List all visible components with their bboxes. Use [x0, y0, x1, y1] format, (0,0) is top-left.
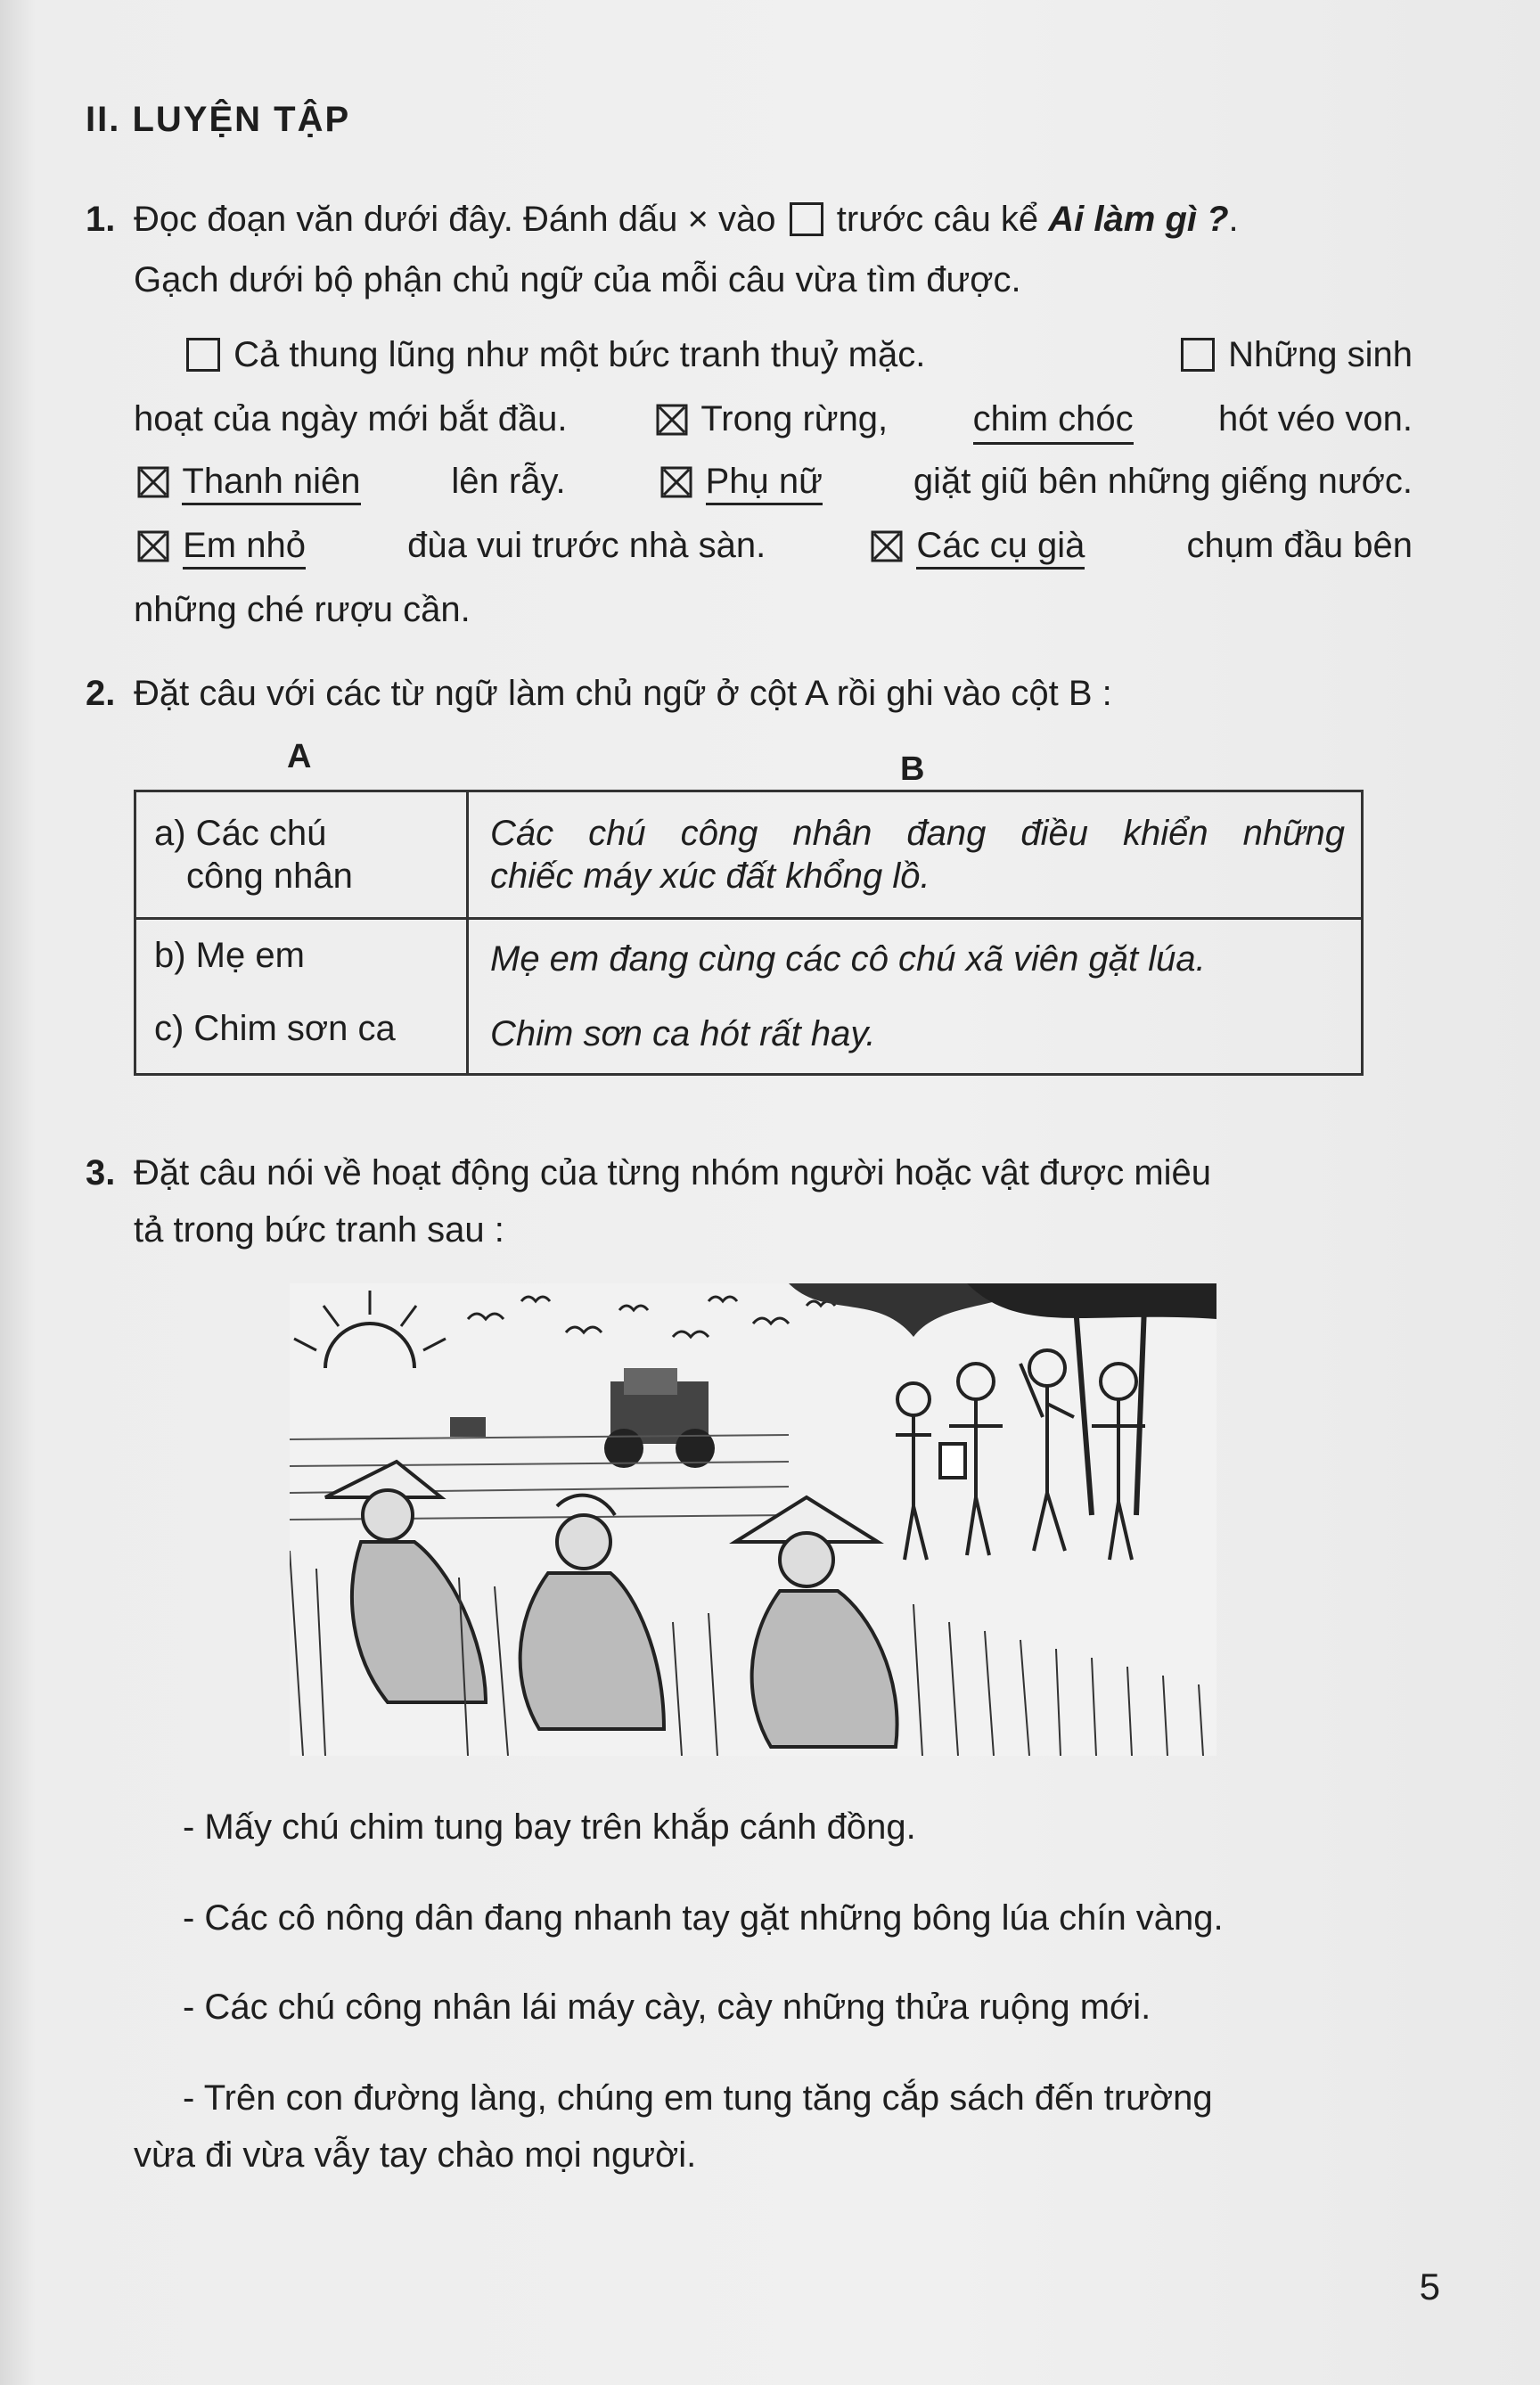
- q3-line2: tả trong bức tranh sau :: [134, 1210, 504, 1250]
- page-number: 5: [1419, 2266, 1440, 2307]
- answer-table: [134, 790, 1364, 1076]
- table-cell-a: b) Mẹ em: [135, 919, 468, 997]
- checkbox-empty-icon: [1181, 338, 1215, 372]
- field-illustration: [290, 1283, 1216, 1756]
- q1-paragraph-line2: hoạt của ngày mới bắt đầu. Trong rừng, chim chóc hót véo von.: [134, 398, 1413, 445]
- table-cell-b: Chim sơn ca hót rất hay.: [468, 996, 1363, 1075]
- underlined-subject: chim chóc: [973, 398, 1134, 445]
- checkbox-empty-icon: [790, 202, 823, 236]
- underlined-subject: Các cụ già: [916, 526, 1085, 570]
- table-cell-a: a) Các chú công nhân: [135, 791, 468, 919]
- answer-line: - Các chú công nhân lái máy cày, cày những thửa ruộng mới.: [183, 1988, 1151, 2027]
- q3-number: 3.: [86, 1153, 116, 1192]
- table-cell-b: Các chú công nhân đang điều khiển những chiếc máy xúc đất khổng lồ.: [468, 791, 1363, 919]
- q1-paragraph-line3: Thanh niên lên rẫy. Phụ nữ giặt giũ bên những giếng nước.: [134, 460, 1413, 503]
- answer-line-continued: vừa đi vừa vẫy tay chào mọi người.: [134, 2135, 697, 2175]
- q2-text: Đặt câu với các từ ngữ làm chủ ngữ ở cột A rồi ghi vào cột B :: [134, 674, 1112, 713]
- checkbox-checked-icon: [137, 530, 169, 562]
- q1-paragraph-line1: Cả thung lũng như một bức tranh thuỷ mặc. Những sinh: [183, 333, 1413, 376]
- answer-line: - Trên con đường làng, chúng em tung tăng cắp sách đến trường: [183, 2078, 1213, 2118]
- small-tractor-icon: [450, 1417, 486, 1437]
- q2-number: 2.: [86, 674, 116, 713]
- q3-line1: Đặt câu nói về hoạt động của từng nhóm người hoặc vật được miêu: [134, 1153, 1212, 1192]
- underlined-subject: Thanh niên: [182, 462, 360, 505]
- column-b-header: B: [900, 750, 925, 788]
- checkbox-checked-icon: [871, 530, 903, 562]
- q1-paragraph-line4: Em nhỏ đùa vui trước nhà sàn. Các cụ già chụm đầu bên: [134, 524, 1413, 567]
- column-a-header: A: [287, 738, 312, 775]
- q1-paragraph-line5: những ché rượu cần.: [134, 590, 471, 629]
- checkbox-checked-icon: [137, 466, 169, 498]
- checkbox-checked-icon: [660, 466, 692, 498]
- table-row: [135, 791, 1363, 919]
- underlined-subject: Em nhỏ: [183, 526, 306, 570]
- checkbox-checked-icon: [656, 404, 688, 436]
- q1-number: 1.: [86, 200, 116, 239]
- checkbox-empty-icon: [186, 338, 220, 372]
- table-row: [135, 996, 1363, 1075]
- q1-line2: Gạch dưới bộ phận chủ ngữ của mỗi câu vừa tìm được.: [134, 260, 1021, 299]
- table-cell-a: c) Chim sơn ca: [135, 996, 468, 1075]
- answer-line: - Các cô nông dân đang nhanh tay gặt những bông lúa chín vàng.: [183, 1898, 1224, 1938]
- answer-line: - Mấy chú chim tung bay trên khắp cánh đồng.: [183, 1807, 916, 1847]
- table-row: [135, 919, 1363, 997]
- table-cell-b: Mẹ em đang cùng các cô chú xã viên gặt lúa.: [468, 919, 1363, 997]
- q1-line1: Đọc đoạn văn dưới đây. Đánh dấu × vào trước câu kể Ai làm gì ?.: [134, 200, 1239, 239]
- underlined-subject: Phụ nữ: [706, 462, 823, 505]
- section-title: II. LUYỆN TẬP: [86, 100, 351, 139]
